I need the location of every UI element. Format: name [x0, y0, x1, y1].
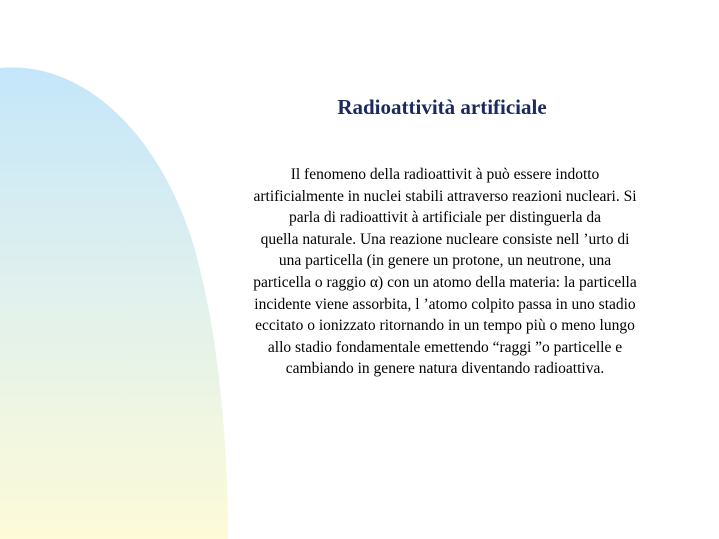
body-line: artificialmente in nuclei stabili attraverso reazioni nucleari. Si: [253, 187, 637, 205]
body-line: particella o raggio α) con un atomo della materia: la particella: [253, 273, 637, 291]
body-line: incidente viene assorbita, l ’atomo colpito passa in uno stadio: [254, 295, 636, 313]
slide-title: Radioattività artificiale: [337, 95, 547, 119]
gradient-arc: [0, 67, 228, 539]
body-line: cambiando in genere natura diventando radioattiva.: [285, 360, 605, 378]
body-line: quella naturale. Una reazione nucleare consiste nell ’urto di: [260, 230, 630, 248]
body-line: eccitato o ionizzato ritornando in un tempo più o meno lungo: [255, 317, 635, 335]
body-line: una particella (in genere un protone, un neutrone, una: [278, 252, 612, 270]
body-line: allo stadio fondamentale emettendo “raggi ”o particelle e: [267, 338, 623, 356]
body-line: parla di radioattivit à artificiale per distinguerla da: [288, 209, 602, 227]
body-line: Il fenomeno della radioattivit à può essere indotto: [290, 166, 600, 183]
slide-body-text: [215, 164, 675, 380]
